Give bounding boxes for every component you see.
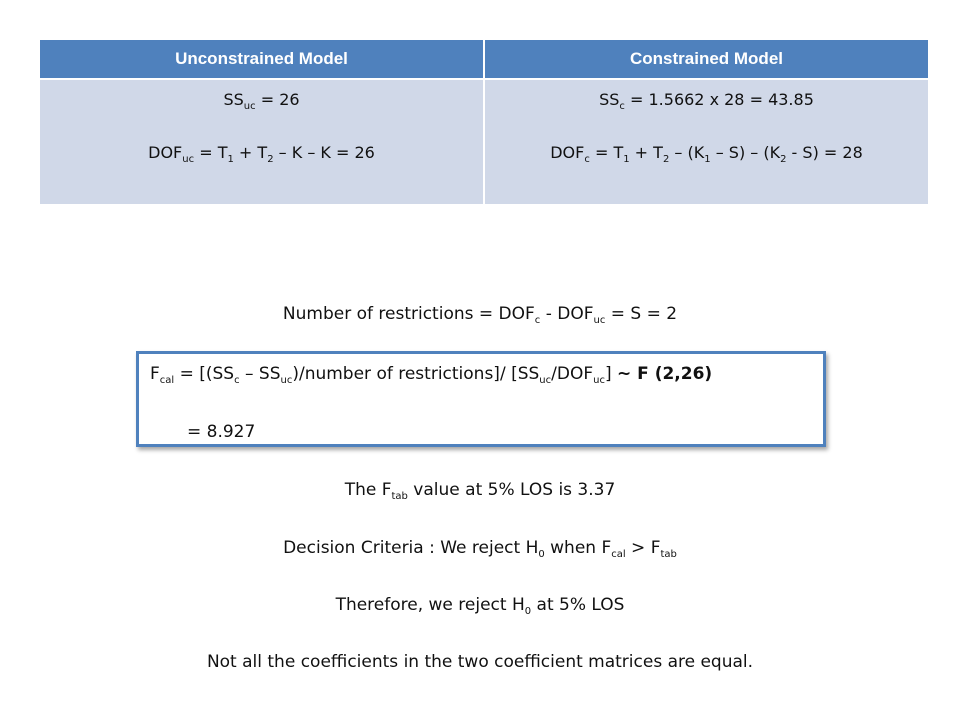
conclusion-line: Not all the coefficients in the two coefficient matrices are equal.	[206, 652, 754, 672]
constrained-cell	[484, 79, 928, 204]
header-constrained-model: Constrained Model	[484, 40, 928, 79]
unconstrained-cell	[40, 79, 484, 204]
ss-c-line: $SS_c = 1.5662$ x 28 = 43.85	[599, 90, 814, 112]
restrictions-line: Number of restrictions = $DOF_c - DOF_{uc} = S = 2$	[282, 304, 678, 326]
fcal-formula-line: $F_{cal} = [(SS_c$ – $SS_{uc}$)/number of restrictions]/ $[SS_{uc}/DOF_{uc}]$ ~ F (2,26)	[150, 364, 713, 386]
dof-uc-line: $DOF_{uc} = T_1 + T_2 - K - K = 26$	[148, 143, 375, 165]
fcal-value: = 8.927	[187, 422, 256, 442]
ss-uc-line: $SS_{uc} = 26$	[223, 90, 300, 112]
fcal-formula-box	[136, 351, 826, 447]
dof-c-line: $DOF_c = T_1 + T_2 - (K_1 - S) - (K_2 - S) = 28$	[550, 143, 863, 165]
table-header-row	[40, 40, 928, 79]
therefore-line: Therefore, we reject $H_0$ at 5% LOS	[335, 595, 625, 617]
ftab-line: The $F_{tab}$ value at 5% LOS is 3.37	[344, 480, 616, 502]
header-unconstrained-model: Unconstrained Model	[40, 40, 484, 79]
model-comparison-table	[40, 40, 928, 204]
f-distribution-label: ~ F (2,26)	[617, 364, 713, 384]
table-row	[40, 79, 928, 204]
decision-criteria-line: Decision Criteria : We reject $H_0$ when $F_{cal} > F_{tab}$	[283, 538, 677, 560]
